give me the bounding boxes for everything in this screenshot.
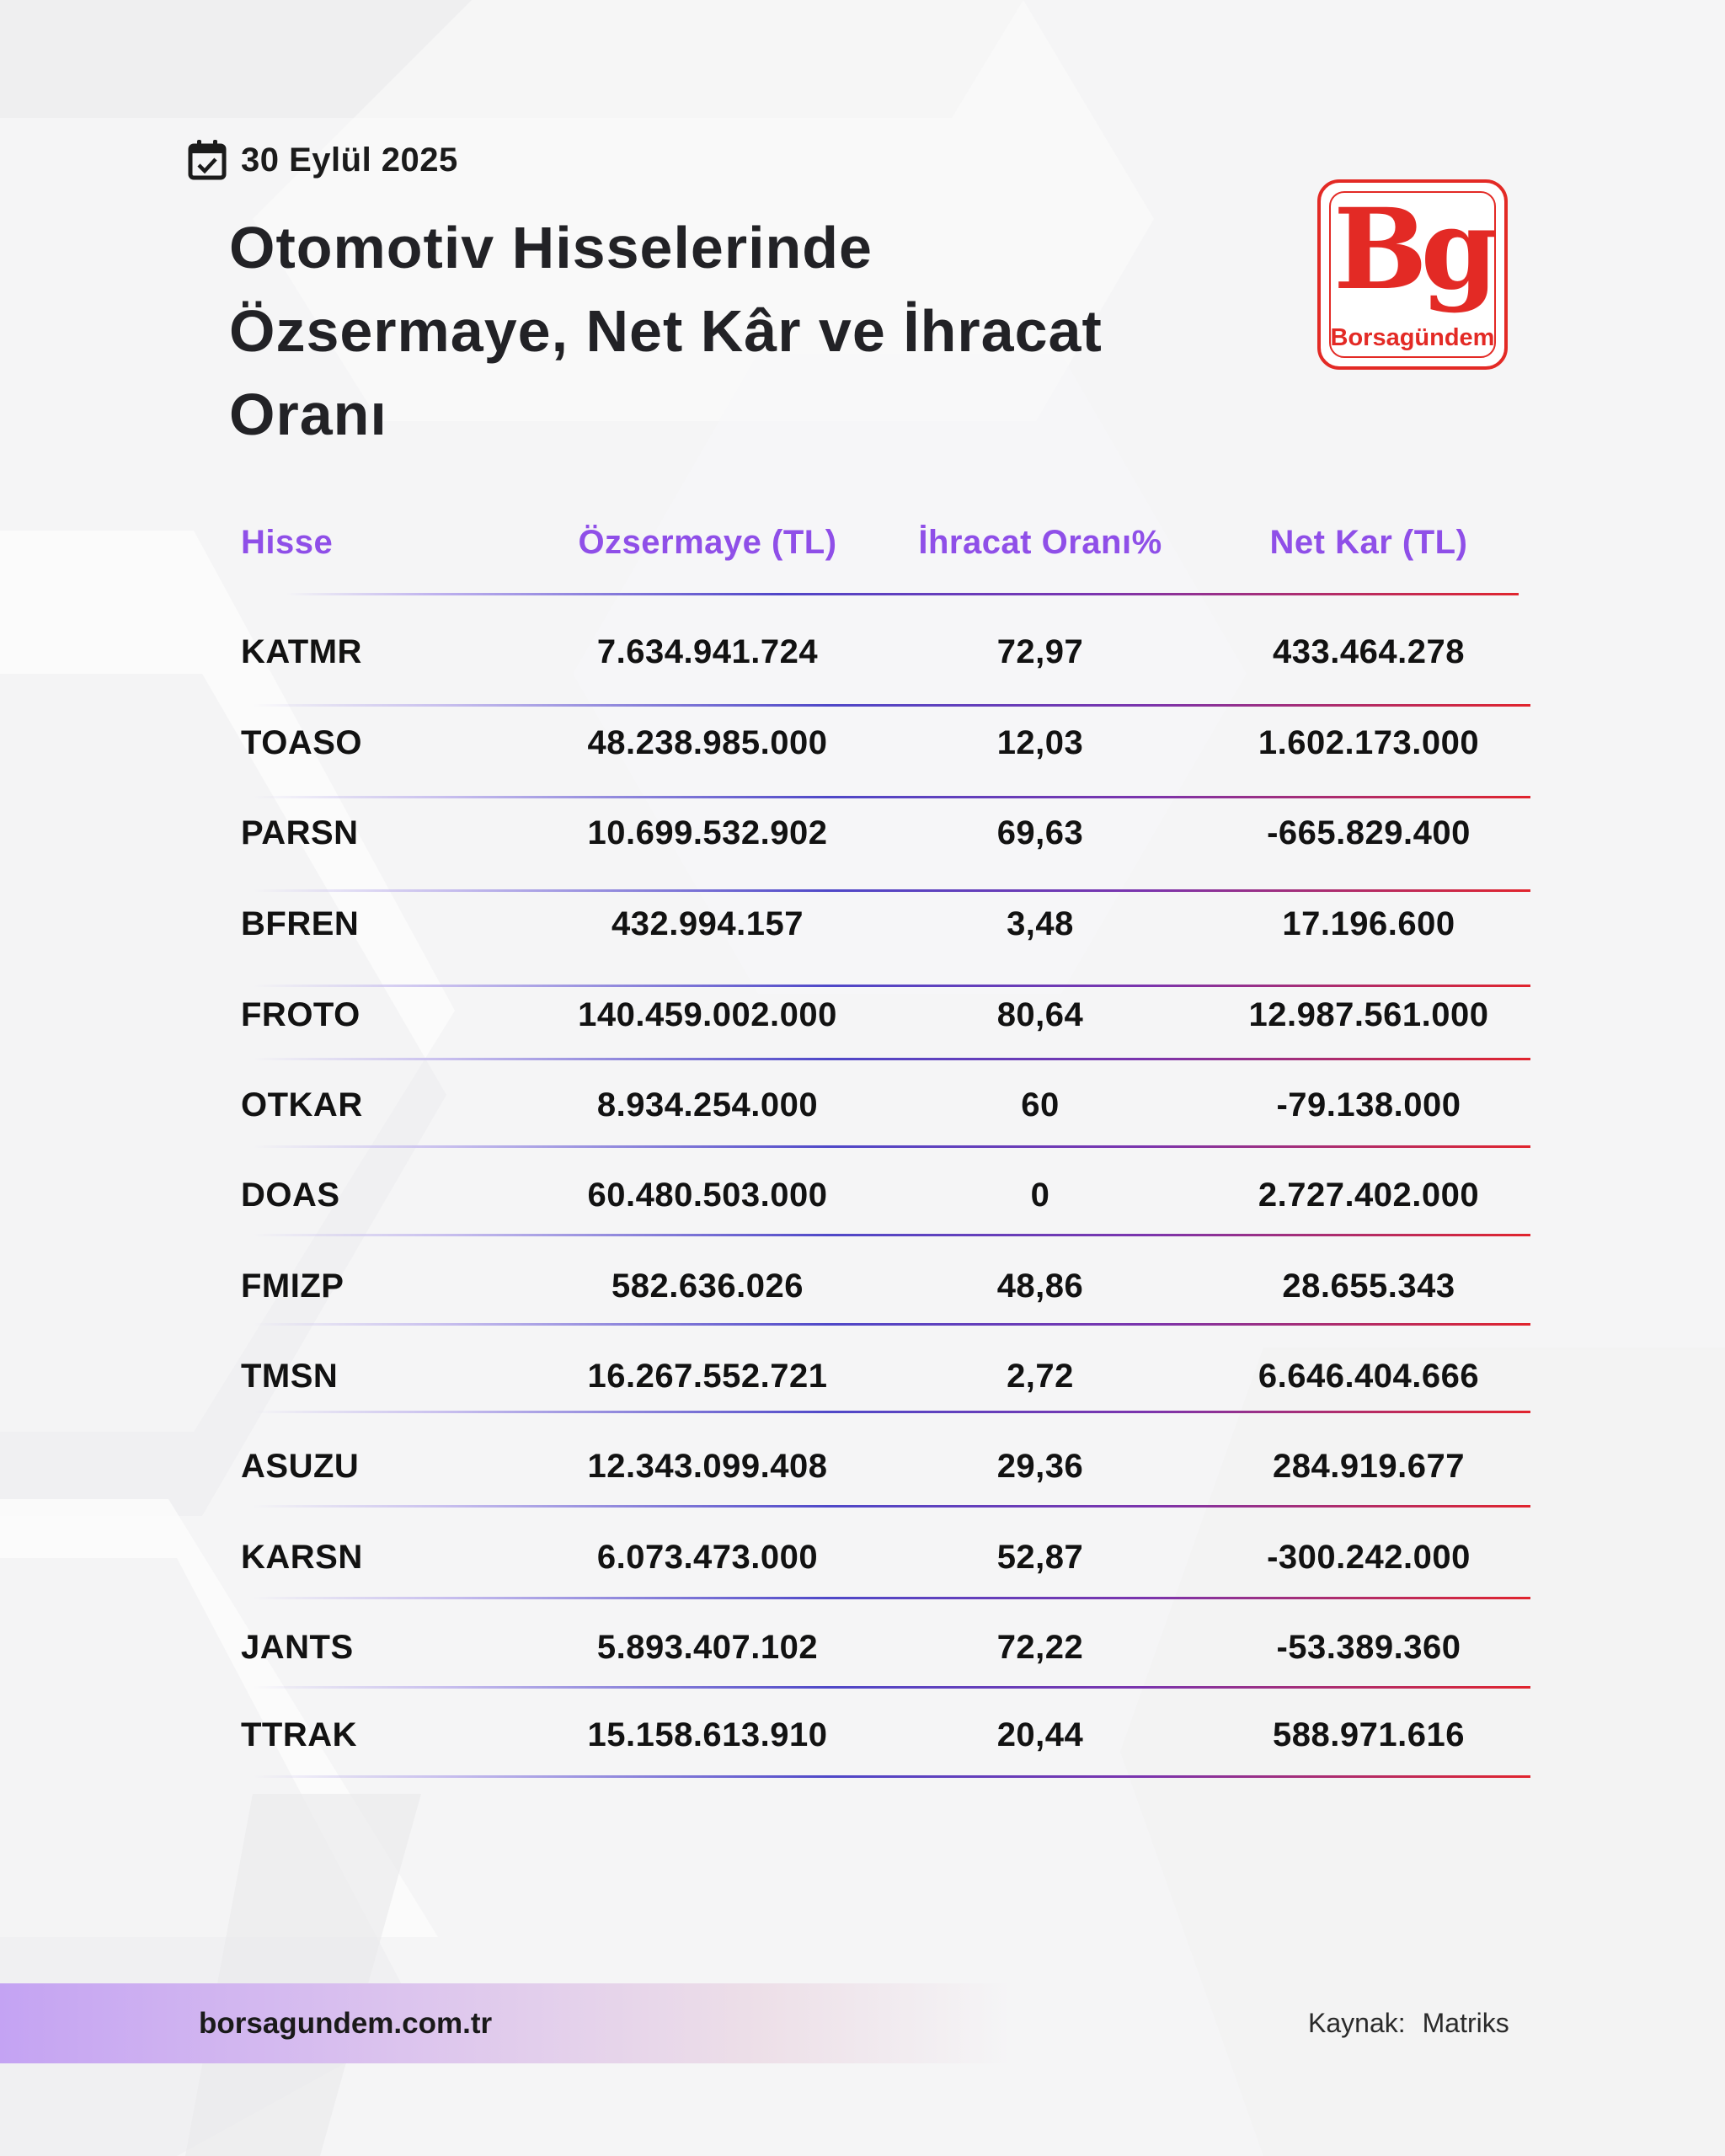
cell-net-kar: 17.196.600 bbox=[1282, 905, 1455, 942]
cell-hisse: TTRAK bbox=[241, 1716, 358, 1753]
date-text: 30 Eylül 2025 bbox=[241, 141, 458, 179]
table-row bbox=[0, 1710, 1725, 1760]
cell-hisse: FMIZP bbox=[241, 1267, 344, 1305]
cell-ihracat-orani: 29,36 bbox=[996, 1448, 1084, 1485]
cell-hisse: JANTS bbox=[241, 1629, 354, 1666]
cell-ozsermaye: 582.636.026 bbox=[611, 1267, 804, 1305]
row-divider bbox=[253, 1775, 1530, 1778]
cell-ozsermaye: 6.073.473.000 bbox=[596, 1539, 819, 1576]
title-line: Otomotiv Hisselerinde bbox=[229, 215, 873, 280]
cell-net-kar: -79.138.000 bbox=[1276, 1086, 1461, 1123]
column-header-ihracat-orani: İhracat Oranı% bbox=[918, 524, 1162, 561]
cell-hisse: OTKAR bbox=[241, 1086, 363, 1123]
source-label: Kaynak: bbox=[1308, 2008, 1406, 2038]
footer-band bbox=[0, 1983, 1011, 2063]
table-row bbox=[0, 1261, 1725, 1311]
title-line: Özsermaye, Net Kâr ve İhracat bbox=[229, 298, 1103, 364]
title-line: Oranı bbox=[229, 382, 387, 447]
cell-ihracat-orani: 72,97 bbox=[996, 633, 1084, 670]
cell-ozsermaye: 140.459.002.000 bbox=[578, 996, 837, 1033]
row-divider bbox=[253, 1145, 1530, 1148]
cell-hisse: DOAS bbox=[241, 1177, 340, 1214]
table-row bbox=[0, 1170, 1725, 1220]
table-row bbox=[0, 1080, 1725, 1130]
cell-ihracat-orani: 2,72 bbox=[1007, 1358, 1074, 1395]
table-row bbox=[0, 718, 1725, 768]
cell-ozsermaye: 8.934.254.000 bbox=[596, 1086, 819, 1123]
header-divider bbox=[286, 593, 1519, 595]
cell-ihracat-orani: 80,64 bbox=[996, 996, 1084, 1033]
cell-net-kar: 6.646.404.666 bbox=[1258, 1358, 1480, 1395]
cell-hisse: ASUZU bbox=[241, 1448, 360, 1485]
cell-ihracat-orani: 60 bbox=[1021, 1086, 1060, 1123]
row-divider bbox=[253, 796, 1530, 798]
cell-net-kar: 588.971.616 bbox=[1273, 1716, 1465, 1753]
cell-ozsermaye: 12.343.099.408 bbox=[587, 1448, 828, 1485]
cell-hisse: TOASO bbox=[241, 724, 363, 761]
cell-net-kar: 1.602.173.000 bbox=[1258, 724, 1480, 761]
table-row bbox=[0, 1622, 1725, 1673]
row-divider bbox=[253, 1323, 1530, 1326]
cell-ozsermaye: 16.267.552.721 bbox=[587, 1358, 828, 1395]
cell-net-kar: 284.919.677 bbox=[1273, 1448, 1465, 1485]
table-row bbox=[0, 990, 1725, 1040]
cell-ihracat-orani: 69,63 bbox=[996, 814, 1084, 851]
cell-ihracat-orani: 3,48 bbox=[1007, 905, 1074, 942]
cell-hisse: BFREN bbox=[241, 905, 360, 942]
row-divider bbox=[253, 1058, 1530, 1060]
table-row bbox=[0, 627, 1725, 677]
column-header-net-kar: Net Kar (TL) bbox=[1269, 524, 1468, 561]
table-row bbox=[0, 1441, 1725, 1492]
source-credit bbox=[1308, 1983, 1509, 2063]
cell-ozsermaye: 10.699.532.902 bbox=[587, 814, 828, 851]
row-divider bbox=[253, 1505, 1530, 1508]
row-divider bbox=[253, 1597, 1530, 1599]
table-row bbox=[0, 1532, 1725, 1582]
row-divider bbox=[253, 985, 1530, 987]
cell-ihracat-orani: 0 bbox=[1030, 1177, 1050, 1214]
logo-wordmark: Borsagündem bbox=[1330, 324, 1495, 351]
source-value: Matriks bbox=[1422, 2008, 1509, 2038]
table-row bbox=[0, 899, 1725, 949]
cell-hisse: FROTO bbox=[241, 996, 360, 1033]
cell-net-kar: -300.242.000 bbox=[1267, 1539, 1471, 1576]
row-divider bbox=[253, 1686, 1530, 1689]
cell-ihracat-orani: 72,22 bbox=[996, 1629, 1084, 1666]
table-row bbox=[0, 1351, 1725, 1401]
website-link[interactable]: borsagundem.com.tr bbox=[199, 2007, 493, 2040]
cell-ozsermaye: 5.893.407.102 bbox=[596, 1629, 819, 1666]
cell-net-kar: 433.464.278 bbox=[1273, 633, 1465, 670]
row-divider bbox=[253, 889, 1530, 892]
cell-net-kar: -665.829.400 bbox=[1267, 814, 1471, 851]
cell-ihracat-orani: 48,86 bbox=[996, 1267, 1084, 1305]
cell-ozsermaye: 15.158.613.910 bbox=[587, 1716, 828, 1753]
cell-ozsermaye: 432.994.157 bbox=[611, 905, 804, 942]
table-row bbox=[0, 808, 1725, 858]
row-divider bbox=[253, 1234, 1530, 1236]
cell-hisse: KARSN bbox=[241, 1539, 363, 1576]
cell-ozsermaye: 7.634.941.724 bbox=[596, 633, 819, 670]
cell-net-kar: 28.655.343 bbox=[1282, 1267, 1455, 1305]
logo-mark: Bg bbox=[1333, 184, 1492, 315]
column-header-hisse: Hisse bbox=[241, 524, 334, 561]
cell-ozsermaye: 60.480.503.000 bbox=[587, 1177, 828, 1214]
cell-net-kar: -53.389.360 bbox=[1276, 1629, 1461, 1666]
cell-hisse: TMSN bbox=[241, 1358, 339, 1395]
column-header-ozsermaye: Özsermaye (TL) bbox=[578, 524, 837, 561]
row-divider bbox=[253, 1411, 1530, 1413]
cell-hisse: PARSN bbox=[241, 814, 359, 851]
cell-hisse: KATMR bbox=[241, 633, 362, 670]
cell-ihracat-orani: 12,03 bbox=[996, 724, 1084, 761]
row-divider bbox=[253, 704, 1530, 707]
cell-ozsermaye: 48.238.985.000 bbox=[587, 724, 828, 761]
cell-ihracat-orani: 52,87 bbox=[996, 1539, 1084, 1576]
cell-net-kar: 12.987.561.000 bbox=[1248, 996, 1489, 1033]
cell-net-kar: 2.727.402.000 bbox=[1258, 1177, 1480, 1214]
cell-ihracat-orani: 20,44 bbox=[996, 1716, 1084, 1753]
